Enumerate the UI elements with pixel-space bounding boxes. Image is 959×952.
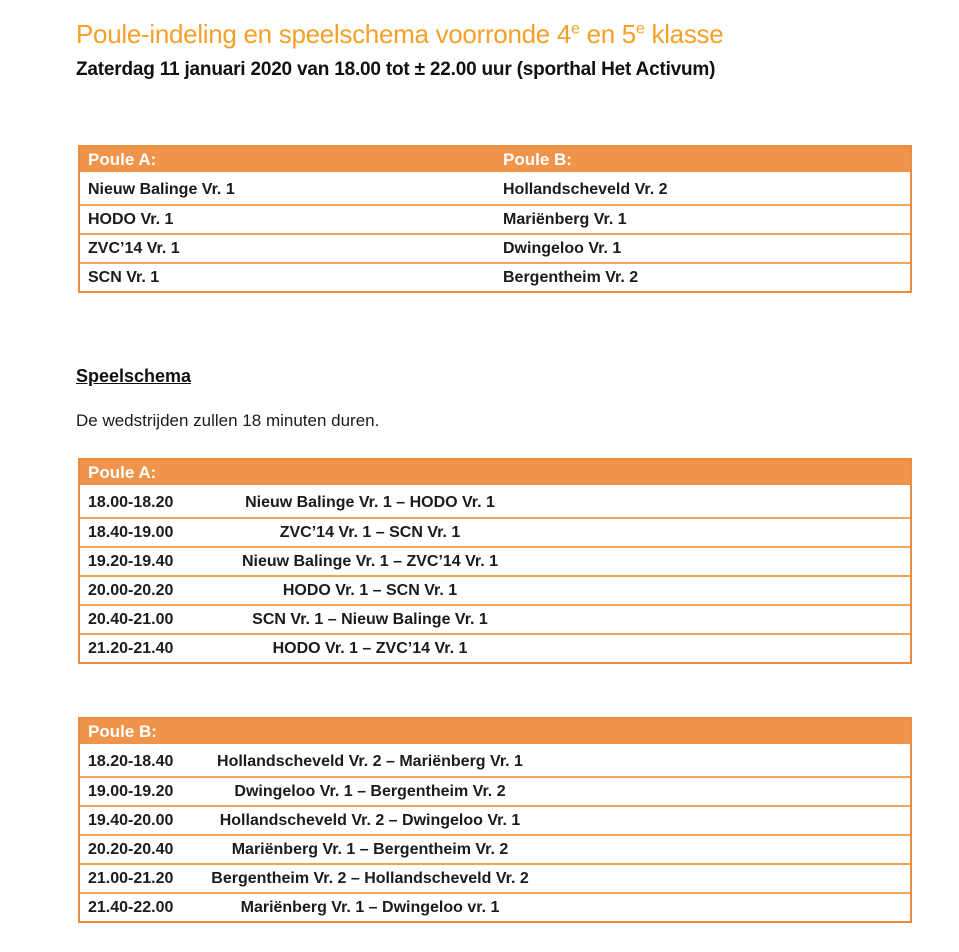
match-pairing: Hollandscheveld Vr. 2 – Mariënberg Vr. 1 <box>217 752 523 770</box>
match-pairing: Bergentheim Vr. 2 – Hollandscheveld Vr. 2 <box>211 869 529 887</box>
schedule-row <box>80 517 910 546</box>
team-name: Bergentheim Vr. 2 <box>503 268 639 286</box>
page-title <box>76 18 723 50</box>
table-row <box>80 262 910 291</box>
schedule-row <box>80 863 910 892</box>
match-pairing: Dwingeloo Vr. 1 – Bergentheim Vr. 2 <box>234 782 506 800</box>
match-time: 20.00-20.20 <box>88 581 174 599</box>
schedule-row <box>80 834 910 863</box>
match-time: 20.20-20.40 <box>88 840 174 858</box>
match-pairing: HODO Vr. 1 – ZVC’14 Vr. 1 <box>272 639 468 657</box>
match-pairing: Nieuw Balinge Vr. 1 – HODO Vr. 1 <box>245 493 495 511</box>
team-name: HODO Vr. 1 <box>88 210 174 228</box>
superscript-e: e <box>635 20 645 38</box>
match-pairing: Mariënberg Vr. 1 – Bergentheim Vr. 2 <box>231 840 509 858</box>
table-header-row <box>80 147 910 175</box>
schedule-row <box>80 604 910 633</box>
match-time: 19.40-20.00 <box>88 811 174 829</box>
schedule-row <box>80 488 910 517</box>
team-name: Dwingeloo Vr. 1 <box>503 239 622 257</box>
match-time: 20.40-21.00 <box>88 610 174 628</box>
match-pairing: HODO Vr. 1 – SCN Vr. 1 <box>282 581 458 599</box>
page-title-text: Poule-indeling en speelschema voorronde 4 <box>76 19 572 49</box>
match-pairing: Nieuw Balinge Vr. 1 – ZVC’14 Vr. 1 <box>241 552 499 570</box>
team-name: Mariënberg Vr. 1 <box>503 210 627 228</box>
table-row <box>80 204 910 233</box>
match-pairing: SCN Vr. 1 – Nieuw Balinge Vr. 1 <box>252 610 488 628</box>
poule-a-schedule-table <box>78 458 912 664</box>
speelschema-heading: Speelschema <box>76 366 192 386</box>
match-time: 18.20-18.40 <box>88 752 174 770</box>
table-header-row <box>80 719 910 747</box>
team-name: ZVC’14 Vr. 1 <box>88 239 180 257</box>
match-time: 18.40-19.00 <box>88 523 174 541</box>
schedule-row <box>80 805 910 834</box>
team-name: Hollandscheveld Vr. 2 <box>503 180 668 198</box>
page-title-text: klasse <box>644 19 724 49</box>
match-time: 18.00-18.20 <box>88 493 174 511</box>
table-header-row <box>80 460 910 488</box>
poule-assignment-table <box>78 145 912 293</box>
schedule-row <box>80 575 910 604</box>
match-time: 21.20-21.40 <box>88 639 174 657</box>
match-time: 21.40-22.00 <box>88 898 174 916</box>
match-duration-note: De wedstrijden zullen 18 minuten duren. <box>76 411 380 430</box>
team-name: SCN Vr. 1 <box>88 268 160 286</box>
page-subtitle: Zaterdag 11 januari 2020 van 18.00 tot ± 22.00 uur (sporthal Het Activum) <box>76 59 716 80</box>
poule-b-schedule-header: Poule B: <box>88 721 157 741</box>
poule-a-schedule-header: Poule A: <box>88 462 157 482</box>
schedule-row <box>80 546 910 575</box>
match-pairing: Hollandscheveld Vr. 2 – Dwingeloo Vr. 1 <box>219 811 521 829</box>
schedule-row <box>80 747 910 776</box>
schedule-row <box>80 892 910 921</box>
schedule-row <box>80 776 910 805</box>
match-time: 19.20-19.40 <box>88 552 174 570</box>
page-title-text: en 5 <box>579 19 636 49</box>
poule-b-header: Poule B: <box>503 149 572 169</box>
poule-b-schedule-table <box>78 717 912 923</box>
poule-a-header: Poule A: <box>88 149 157 169</box>
team-name: Nieuw Balinge Vr. 1 <box>88 180 235 198</box>
superscript-e: e <box>571 20 580 38</box>
table-row <box>80 233 910 262</box>
schedule-row <box>80 633 910 662</box>
match-time: 21.00-21.20 <box>88 869 174 887</box>
match-pairing: ZVC’14 Vr. 1 – SCN Vr. 1 <box>279 523 461 541</box>
table-row <box>80 175 910 204</box>
match-time: 19.00-19.20 <box>88 782 174 800</box>
match-pairing: Mariënberg Vr. 1 – Dwingeloo vr. 1 <box>240 898 500 916</box>
